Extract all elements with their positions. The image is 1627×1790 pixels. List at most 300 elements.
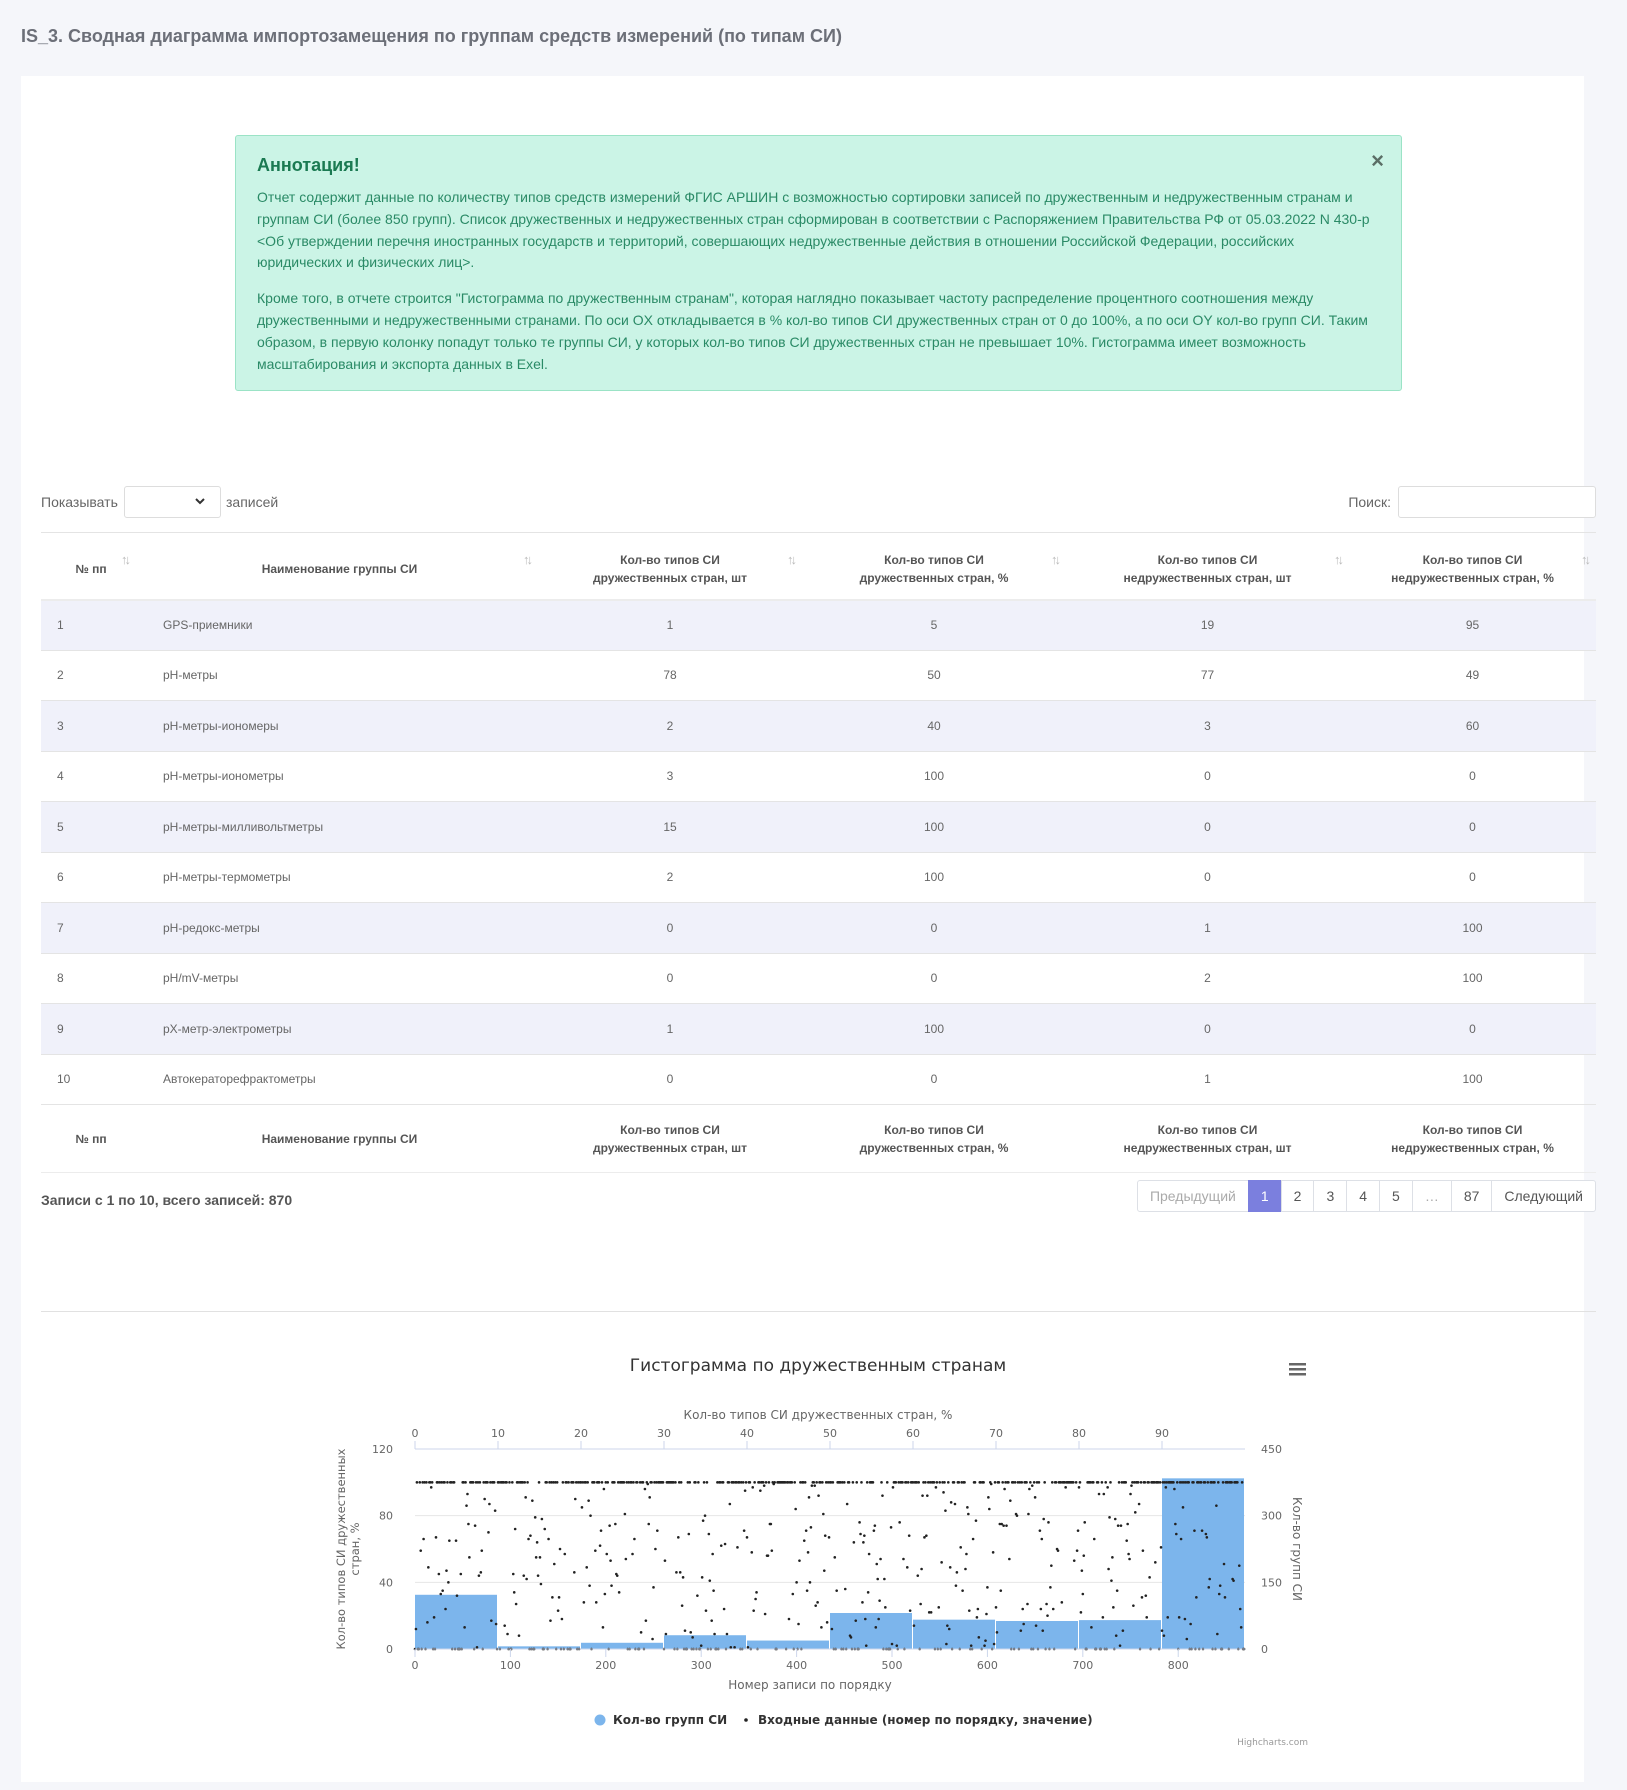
scatter-point — [593, 1481, 596, 1484]
table-cell: pH-метры — [141, 650, 538, 701]
x-top-axis-title: Кол-во типов СИ дружественных стран, % — [683, 1408, 953, 1422]
scatter-point — [1239, 1608, 1242, 1611]
scatter-point — [1021, 1608, 1024, 1611]
scatter-point — [1142, 1549, 1145, 1552]
y-right-tick-label: 0 — [1261, 1643, 1268, 1656]
scatter-point — [1090, 1626, 1093, 1629]
scatter-point — [1241, 1481, 1244, 1484]
scatter-point — [993, 1643, 996, 1646]
scatter-point — [495, 1623, 498, 1626]
scatter-point — [726, 1633, 729, 1636]
scatter-point — [625, 1558, 628, 1561]
page-button-3[interactable]: 3 — [1313, 1180, 1347, 1212]
scatter-point — [793, 1481, 796, 1484]
scatter-point — [1050, 1564, 1053, 1567]
prev-page-button[interactable]: Предыдущий — [1137, 1180, 1249, 1212]
scatter-point — [823, 1569, 826, 1572]
search-label: Поиск: — [1348, 494, 1391, 510]
scatter-point — [433, 1616, 436, 1619]
table-row[interactable] — [41, 852, 1596, 903]
scatter-point — [1230, 1481, 1233, 1484]
x-bottom-axis-title: Номер записи по порядку — [728, 1678, 892, 1692]
scatter-point — [1103, 1493, 1106, 1496]
table-cell: 0 — [538, 953, 802, 1004]
scatter-point — [770, 1523, 773, 1526]
page-button-2[interactable]: 2 — [1281, 1180, 1315, 1212]
scatter-point — [812, 1481, 815, 1484]
scatter-point — [614, 1523, 617, 1526]
scatter-point — [465, 1504, 468, 1507]
scatter-point — [806, 1589, 809, 1592]
footer-friendly-count: Кол-во типов СИ дружественных стран, шт — [538, 1105, 802, 1173]
scatter-point — [768, 1481, 771, 1484]
scatter-point — [529, 1534, 532, 1537]
scatter-point — [943, 1481, 946, 1484]
scatter-point — [545, 1481, 548, 1484]
scatter-point — [968, 1609, 971, 1612]
scatter-point — [601, 1481, 604, 1484]
table-cell: 78 — [538, 650, 802, 701]
scatter-point — [464, 1481, 467, 1484]
x-top-tick-label: 60 — [906, 1427, 920, 1440]
scatter-point — [750, 1551, 753, 1554]
scatter-point — [1014, 1481, 1017, 1484]
scatter-point — [1083, 1521, 1086, 1524]
scatter-point — [820, 1626, 823, 1629]
table-cell: 50 — [802, 650, 1066, 701]
scatter-point — [589, 1514, 592, 1517]
scatter-point — [1005, 1524, 1008, 1527]
x-top-tick-label: 30 — [657, 1427, 671, 1440]
table-cell: 2 — [41, 650, 141, 701]
page-button-5[interactable]: 5 — [1379, 1180, 1413, 1212]
scatter-point — [749, 1481, 752, 1484]
scatter-point — [1192, 1481, 1195, 1484]
scatter-point — [1034, 1496, 1037, 1499]
scatter-point — [1206, 1481, 1209, 1484]
table-row[interactable] — [41, 751, 1596, 802]
table-row[interactable] — [41, 1054, 1596, 1105]
scatter-point — [1145, 1616, 1148, 1619]
table-row[interactable] — [41, 600, 1596, 651]
table-cell: 0 — [802, 953, 1066, 1004]
scatter-point — [527, 1538, 530, 1541]
scatter-point — [880, 1481, 883, 1484]
col-header-unfriendly-percent[interactable]: Кол-во типов СИ недружественных стран, % ↑↓ — [1349, 533, 1596, 600]
scatter-point — [682, 1576, 685, 1579]
legend-label-histogram: Кол-во групп СИ — [613, 1713, 728, 1727]
table-cell: 49 — [1349, 650, 1596, 701]
scatter-point — [438, 1573, 441, 1576]
scatter-point — [883, 1578, 886, 1581]
scatter-point — [874, 1524, 877, 1527]
page-button-4[interactable]: 4 — [1346, 1180, 1380, 1212]
scatter-point — [1078, 1486, 1081, 1489]
scatter-point — [453, 1481, 456, 1484]
table-row[interactable] — [41, 650, 1596, 701]
chart-credits: Highcharts.com — [1237, 1738, 1308, 1748]
scatter-point — [995, 1606, 998, 1609]
scatter-point — [810, 1526, 813, 1529]
table-cell: 100 — [802, 1004, 1066, 1055]
scatter-point — [1029, 1481, 1032, 1484]
scatter-point — [1216, 1633, 1219, 1636]
scatter-point — [1204, 1481, 1207, 1484]
scatter-point — [752, 1609, 755, 1612]
chevron-down-icon — [194, 492, 206, 513]
scatter-point — [720, 1544, 723, 1547]
scatter-point — [691, 1636, 694, 1639]
scatter-point — [1182, 1506, 1185, 1509]
scatter-point — [1140, 1481, 1143, 1484]
sort-icon: ↑↓ — [121, 552, 128, 567]
scatter-point — [875, 1563, 878, 1566]
scatter-point — [1160, 1546, 1163, 1549]
scatter-point — [878, 1599, 881, 1602]
scatter-point — [537, 1574, 540, 1577]
table-cell: pH-метры-ионометры — [141, 751, 538, 802]
scatter-point — [536, 1541, 539, 1544]
scatter-point — [773, 1481, 776, 1484]
table-cell: 40 — [802, 701, 1066, 752]
scatter-point — [1081, 1569, 1084, 1572]
scatter-point — [804, 1481, 807, 1484]
scatter-point — [539, 1556, 542, 1559]
records-label: записей — [226, 494, 279, 510]
table-cell: 0 — [802, 903, 1066, 954]
table-cell: 77 — [1066, 650, 1349, 701]
scatter-point — [1008, 1558, 1011, 1561]
scatter-point — [949, 1566, 952, 1569]
scatter-point — [736, 1546, 739, 1549]
scatter-point — [1144, 1481, 1147, 1484]
scatter-point — [712, 1589, 715, 1592]
scatter-point — [556, 1481, 559, 1484]
sort-icon: ↑↓ — [1581, 552, 1588, 567]
scatter-point — [1218, 1593, 1221, 1596]
scatter-point — [651, 1638, 654, 1641]
scatter-point — [710, 1619, 713, 1622]
scatter-point — [563, 1553, 566, 1556]
scatter-point — [890, 1526, 893, 1529]
scatter-point — [1154, 1561, 1157, 1564]
scatter-point — [680, 1481, 683, 1484]
x-top-tick-label: 40 — [740, 1427, 754, 1440]
x-top-tick-label: 10 — [491, 1427, 505, 1440]
scatter-point — [863, 1534, 866, 1537]
table-cell: pX-метр-электрометры — [141, 1004, 538, 1055]
table-cell: 10 — [41, 1054, 141, 1105]
scatter-point — [985, 1613, 988, 1616]
scatter-point — [600, 1529, 603, 1532]
scatter-point — [553, 1563, 556, 1566]
scatter-point — [540, 1583, 543, 1586]
scatter-point — [996, 1631, 999, 1634]
scatter-point — [640, 1631, 643, 1634]
scatter-point — [1038, 1481, 1041, 1484]
scatter-point — [1124, 1481, 1127, 1484]
scatter-point — [868, 1553, 871, 1556]
x-top-tick-label: 20 — [574, 1427, 588, 1440]
footer-unfriendly-count: Кол-во типов СИ недружественных стран, шт — [1066, 1105, 1349, 1173]
scatter-point — [425, 1481, 428, 1484]
table-cell: pH-редокс-метры — [141, 903, 538, 954]
scatter-point — [1025, 1481, 1028, 1484]
table-cell: 100 — [802, 852, 1066, 903]
table-cell: 0 — [538, 903, 802, 954]
scatter-point — [937, 1606, 940, 1609]
scatter-point — [445, 1569, 448, 1572]
scatter-point — [644, 1488, 647, 1491]
y-right-axis-title: Кол-во групп СИ — [1290, 1497, 1304, 1601]
page-button-87[interactable]: 87 — [1451, 1180, 1493, 1212]
scatter-point — [701, 1576, 704, 1579]
scatter-point — [791, 1593, 794, 1596]
scatter-point — [435, 1536, 438, 1539]
table-cell: pH-метры-иономеры — [141, 701, 538, 752]
scatter-point — [1224, 1596, 1227, 1599]
scatter-point — [419, 1549, 422, 1552]
scatter-point — [1127, 1553, 1130, 1556]
table-cell: 100 — [1349, 1054, 1596, 1105]
scatter-point — [1178, 1616, 1181, 1619]
scatter-point — [1134, 1511, 1137, 1514]
pagination — [1138, 1180, 1596, 1212]
scatter-point — [1108, 1516, 1111, 1519]
scatter-point — [821, 1481, 824, 1484]
scatter-point — [1020, 1629, 1023, 1632]
scatter-point — [418, 1481, 421, 1484]
scatter-point — [416, 1481, 419, 1484]
scatter-point — [765, 1481, 768, 1484]
chart-title: Гистограмма по дружественным странам — [629, 1356, 1007, 1376]
table-cell: 4 — [41, 751, 141, 802]
page-button-1[interactable]: 1 — [1248, 1180, 1282, 1212]
scatter-point — [656, 1529, 659, 1532]
scatter-point — [430, 1486, 433, 1489]
scatter-point — [764, 1613, 767, 1616]
sort-icon: ↑↓ — [1051, 552, 1058, 567]
scatter-point — [919, 1603, 922, 1606]
table-cell: 100 — [1349, 903, 1596, 954]
scatter-point — [1215, 1504, 1218, 1507]
scatter-point — [573, 1571, 576, 1574]
scatter-point — [1042, 1518, 1045, 1521]
scatter-point — [505, 1481, 508, 1484]
scatter-point — [1112, 1606, 1115, 1609]
scatter-point — [696, 1594, 699, 1597]
scatter-point — [854, 1619, 857, 1622]
scatter-point — [933, 1481, 936, 1484]
scatter-point — [1027, 1513, 1030, 1516]
scatter-point — [439, 1593, 442, 1596]
scatter-point — [744, 1489, 747, 1492]
scatter-point — [446, 1481, 449, 1484]
table-cell: 0 — [1349, 852, 1596, 903]
scatter-point — [1166, 1616, 1169, 1619]
x-bottom-tick-label: 500 — [881, 1659, 903, 1672]
scatter-point — [747, 1646, 750, 1649]
scatter-point — [1107, 1568, 1110, 1571]
scatter-point — [1147, 1481, 1150, 1484]
table-cell: 1 — [1066, 903, 1349, 954]
scatter-point — [1161, 1629, 1164, 1632]
scatter-point — [610, 1584, 613, 1587]
scatter-point — [688, 1481, 691, 1484]
scatter-point — [967, 1513, 970, 1516]
scatter-point — [1125, 1539, 1128, 1542]
table-row[interactable] — [41, 701, 1596, 752]
scatter-point — [506, 1633, 509, 1636]
scatter-point — [1016, 1514, 1019, 1517]
table-cell: 60 — [1349, 701, 1596, 752]
scatter-point — [602, 1626, 605, 1629]
scatter-point — [1176, 1481, 1179, 1484]
scatter-point — [1022, 1623, 1025, 1626]
legend-marker-scatter — [744, 1718, 748, 1722]
y-left-tick-label: 40 — [379, 1576, 393, 1590]
scatter-point — [472, 1481, 475, 1484]
scatter-point — [704, 1514, 707, 1517]
scatter-point — [1213, 1481, 1216, 1484]
scatter-point — [921, 1494, 924, 1497]
col-header-number[interactable]: № пп ↑↓ — [41, 533, 141, 600]
scatter-point — [913, 1624, 916, 1627]
y-right-tick-label: 300 — [1261, 1509, 1282, 1523]
scatter-point — [855, 1481, 858, 1484]
scatter-point — [1101, 1481, 1104, 1484]
col-header-group-name[interactable]: Наименование группы СИ ↑↓ — [141, 533, 538, 600]
scatter-point — [479, 1481, 482, 1484]
next-page-button[interactable]: Следующий — [1491, 1180, 1596, 1212]
scatter-point — [1039, 1529, 1042, 1532]
scatter-point — [1111, 1556, 1114, 1559]
scatter-point — [1035, 1624, 1038, 1627]
scatter-point — [722, 1481, 725, 1484]
scatter-point — [1116, 1589, 1119, 1592]
table-cell: 7 — [41, 903, 141, 954]
scatter-point — [1077, 1529, 1080, 1532]
scatter-point — [964, 1568, 967, 1571]
table-cell: 15 — [538, 802, 802, 853]
scatter-point — [468, 1556, 471, 1559]
scatter-point — [982, 1481, 985, 1484]
scatter-point — [1115, 1634, 1118, 1637]
table-row[interactable] — [41, 903, 1596, 954]
col-header-friendly-percent[interactable]: Кол-во типов СИ дружественных стран, % ↑↓ — [802, 533, 1066, 600]
table-cell: 0 — [1349, 802, 1596, 853]
scatter-point — [689, 1631, 692, 1634]
x-bottom-tick-label: 0 — [411, 1659, 419, 1672]
table-row[interactable] — [41, 802, 1596, 853]
scatter-point — [795, 1581, 798, 1584]
scatter-point — [1052, 1608, 1055, 1611]
y-left-axis-title: Кол-во типов СИ дружественныхстран, % — [334, 1448, 362, 1650]
scatter-point — [1205, 1533, 1208, 1536]
scatter-point — [503, 1624, 506, 1627]
scatter-point — [1082, 1593, 1085, 1596]
histogram-bar — [830, 1613, 912, 1649]
scatter-point — [1047, 1521, 1050, 1524]
scatter-point — [1040, 1538, 1043, 1541]
scatter-point — [557, 1609, 560, 1612]
close-icon[interactable]: × — [1371, 148, 1384, 173]
col-header-unfriendly-count[interactable]: Кол-во типов СИ недружественных стран, шт ↑↓ — [1066, 533, 1349, 600]
y-left-tick-label: 120 — [372, 1443, 393, 1456]
scatter-point — [873, 1529, 876, 1532]
scatter-point — [613, 1481, 616, 1484]
scatter-point — [633, 1538, 636, 1541]
scatter-point — [978, 1636, 981, 1639]
scatter-point — [815, 1481, 818, 1484]
page-ellipsis: … — [1412, 1180, 1452, 1212]
scatter-point — [662, 1481, 665, 1484]
scatter-point — [924, 1481, 927, 1484]
search-input[interactable] — [1398, 486, 1596, 518]
scatter-point — [994, 1481, 997, 1484]
scatter-point — [623, 1481, 626, 1484]
table-row[interactable] — [41, 1004, 1596, 1055]
scatter-point — [767, 1554, 770, 1557]
scatter-point — [907, 1481, 910, 1484]
scatter-point — [930, 1611, 933, 1614]
table-cell: pH-метры-милливольтметры — [141, 802, 538, 853]
scatter-point — [798, 1559, 801, 1562]
table-cell: 2 — [1066, 953, 1349, 1004]
scatter-point — [759, 1489, 762, 1492]
scatter-point — [963, 1481, 966, 1484]
scatter-point — [805, 1529, 808, 1532]
scatter-point — [700, 1644, 703, 1647]
scatter-point — [826, 1621, 829, 1624]
scatter-point — [794, 1508, 797, 1511]
scatter-point — [884, 1606, 887, 1609]
scatter-point — [762, 1481, 765, 1484]
scatter-point — [713, 1633, 716, 1636]
hamburger-icon[interactable] — [1289, 1363, 1306, 1376]
scatter-point — [1130, 1484, 1133, 1487]
scatter-point — [940, 1561, 943, 1564]
scatter-point — [488, 1503, 491, 1506]
scatter-point — [1110, 1579, 1113, 1582]
histogram-bar — [747, 1641, 829, 1649]
scatter-point — [1092, 1481, 1095, 1484]
scatter-point — [624, 1513, 627, 1516]
col-header-friendly-count[interactable]: Кол-во типов СИ дружественных стран, шт ↑↓ — [538, 533, 802, 600]
scatter-point — [754, 1598, 757, 1601]
scatter-point — [1144, 1594, 1147, 1597]
scatter-point — [987, 1496, 990, 1499]
scatter-point — [811, 1484, 814, 1487]
page-length-select[interactable] — [124, 486, 221, 518]
scatter-point — [1040, 1608, 1043, 1611]
scatter-point — [938, 1481, 941, 1484]
scatter-point — [872, 1481, 875, 1484]
scatter-point — [561, 1618, 564, 1621]
scatter-point — [677, 1536, 680, 1539]
scatter-point — [679, 1571, 682, 1574]
y-left-tick-label: 80 — [379, 1509, 393, 1523]
table-cell: 1 — [538, 1004, 802, 1055]
scatter-point — [1104, 1481, 1107, 1484]
table-row[interactable] — [41, 953, 1596, 1004]
scatter-point — [518, 1634, 521, 1637]
scatter-point — [512, 1573, 515, 1576]
scatter-point — [974, 1481, 977, 1484]
scatter-point — [1126, 1523, 1129, 1526]
scatter-point — [1232, 1579, 1235, 1582]
scatter-point — [534, 1516, 537, 1519]
